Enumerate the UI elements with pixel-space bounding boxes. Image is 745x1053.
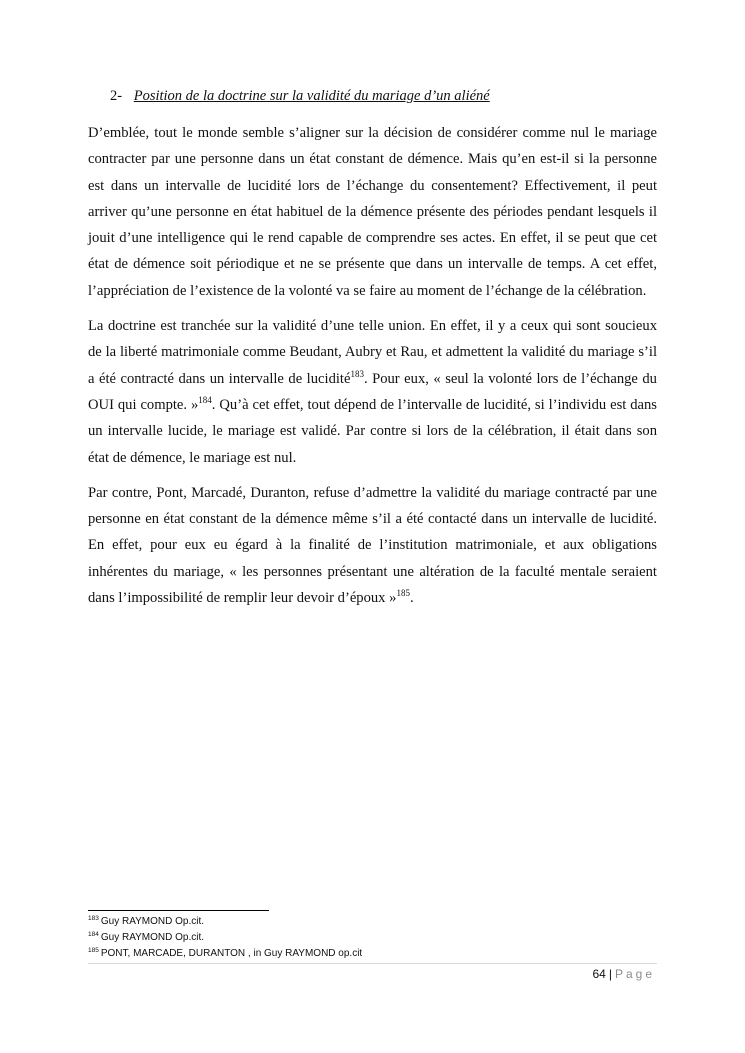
footnote-text: Guy RAYMOND Op.cit. xyxy=(100,932,205,943)
footnote xyxy=(88,930,362,946)
paragraph-text: . xyxy=(409,590,414,607)
paragraph-text: . Pour eux, « seul la volonté lors de l’échange du OUI qui compte. » xyxy=(88,370,657,413)
section-number: 2- xyxy=(110,88,123,104)
section-title: Position de la doctrine sur la validité du mariage d’un aliéné xyxy=(133,88,490,104)
paragraph xyxy=(88,313,657,471)
footnote-ref[interactable]: 185 xyxy=(396,588,410,599)
page-label: Page xyxy=(614,967,655,981)
paragraph xyxy=(88,480,657,611)
paragraph xyxy=(88,120,657,304)
paragraph-text: Par contre, Pont, Marcadé, Duranton, refuse d’admettre la validité du mariage contracté par une personne en état constant de la démence même s’il a été contacté dans un intervalle de lucidité. En effet, pour eux eu égard à la finalité de l’institution matrimoniale, et aux obligations inhérentes du mariage, « les personnes présentant une altération de la faculté mentale seraient dans l’impossibilité de remplir leur devoir d’époux » xyxy=(88,484,657,607)
footnote-number: 185 xyxy=(88,947,99,954)
footnote-ref[interactable]: 184 xyxy=(198,394,212,405)
paragraph-text: . Qu’à cet effet, tout dépend de l’intervalle de lucidité, si l’individu est dans un intervalle lucide, le mariage est validé. Par contre si lors de la célébration, il était dans son état de démence, le mariage est nul. xyxy=(88,396,657,466)
footnote-ref[interactable]: 183 xyxy=(350,368,364,379)
footnote xyxy=(88,946,362,962)
footnote-text: Guy RAYMOND Op.cit. xyxy=(100,916,205,927)
body-text xyxy=(88,120,657,620)
paragraph-text: La doctrine est tranchée sur la validité d’une telle union. En effet, il y a ceux qui sont soucieux de la liberté matrimoniale comme Beudant, Aubry et Rau, et admettent la validité du mariage s’il a été contracté dans un intervalle de lucidité xyxy=(88,318,657,387)
footnote-number: 183 xyxy=(88,915,99,922)
footnote xyxy=(88,914,362,930)
page-number: 64 xyxy=(592,967,606,981)
footnote-separator xyxy=(88,910,269,911)
footer-divider xyxy=(88,963,657,964)
footnote-text: PONT, MARCADE, DURANTON , in Guy RAYMOND op.cit xyxy=(100,948,363,959)
footnote-number: 184 xyxy=(88,931,99,938)
footnotes xyxy=(88,914,362,962)
section-heading xyxy=(110,88,490,105)
footer-separator: | xyxy=(608,967,612,981)
paragraph-text: D’emblée, tout le monde semble s’aligner sur la décision de considérer comme nul le mariage contracter par une personne dans un état constant de démence. Mais qu’en est-il si la personne est dans un intervalle de lucidité lors de l’échange du consentement? Effectivement, il peut arriver qu’une personne en état habituel de la démence présente des périodes pendant lesquels il jouit d’une intelligence qui le rend capable de comprendre ses actes. En effet, il se peut que cet état de démence soit périodique et ne se présente que dans un intervalle de temps. A cet effet, l’appréciation de l’existence de la volonté va se faire au moment de l’échange de la célébration. xyxy=(88,125,657,299)
page-footer xyxy=(592,967,655,981)
